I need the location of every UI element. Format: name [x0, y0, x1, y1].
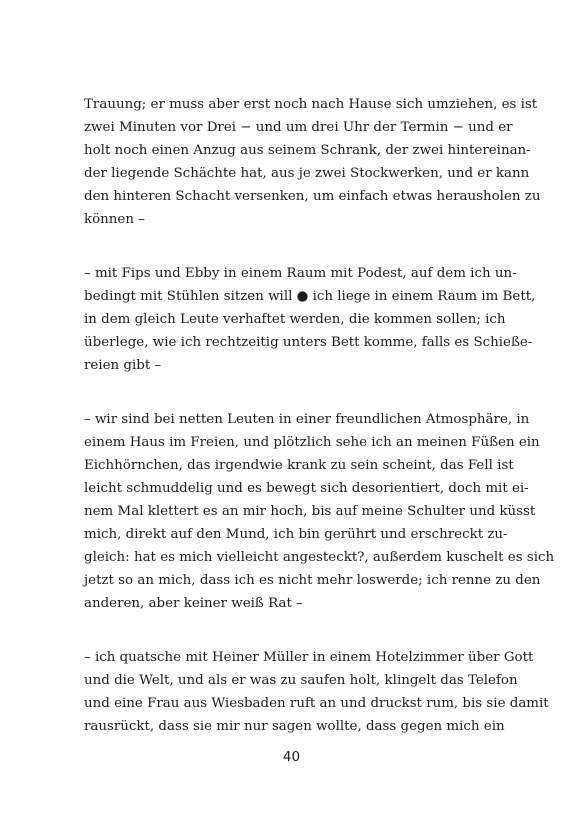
- text-line: mich, direkt auf den Mund, ich bin gerührt und erschreckt zu-: [84, 527, 508, 542]
- text-line: jetzt so an mich, dass ich es nicht mehr loswerde; ich renne zu den: [84, 573, 541, 588]
- text-line: Eichhörnchen, das irgendwie krank zu sein scheint, das Fell ist: [84, 458, 514, 473]
- text-line: und die Welt, und als er was zu saufen holt, klingelt das Telefon: [84, 673, 518, 688]
- text-line: bedingt mit Stühlen sitzen will ● ich liege in einem Raum im Bett,: [84, 289, 536, 304]
- page-number: 40: [282, 749, 301, 765]
- text-line: Trauung; er muss aber erst noch nach Hause sich umziehen, es ist: [84, 97, 538, 112]
- text-line: und eine Frau aus Wiesbaden ruft an und druckst rum, bis sie damit: [84, 696, 549, 711]
- text-line: leicht schmuddelig und es bewegt sich desorientiert, doch mit ei-: [84, 481, 529, 496]
- text-line: in dem gleich Leute verhaftet werden, die kommen sollen; ich: [84, 312, 506, 327]
- text-line: holt noch einen Anzug aus seinem Schrank, der zwei hintereinan-: [84, 143, 531, 158]
- text-line: gleich: hat es mich vielleicht angesteckt?, außerdem kuschelt es sich: [84, 550, 555, 565]
- text-line: überlege, wie ich rechtzeitig unters Bett komme, falls es Schieße-: [84, 335, 533, 350]
- text-line: – wir sind bei netten Leuten in einer freundlichen Atmosphäre, in: [84, 412, 530, 427]
- text-line: nem Mal klettert es an mir hoch, bis auf meine Schulter und küsst: [84, 504, 536, 519]
- text-line: zwei Minuten vor Drei − und um drei Uhr der Termin − und er: [84, 120, 513, 135]
- text-line: – mit Fips und Ebby in einem Raum mit Podest, auf dem ich un-: [84, 266, 517, 281]
- text-line: – ich quatsche mit Heiner Müller in einem Hotelzimmer über Gott: [84, 650, 534, 665]
- text-line: der liegende Schächte hat, aus je zwei Stockwerken, und er kann: [84, 166, 530, 181]
- text-line: anderen, aber keiner weiß Rat –: [84, 596, 303, 611]
- text-line: können –: [84, 212, 145, 227]
- text-line: rausrückt, dass sie mir nur sagen wollte, dass gegen mich ein: [84, 719, 505, 734]
- text-line: einem Haus im Freien, und plötzlich sehe ich an meinen Füßen ein: [84, 435, 540, 450]
- text-line: reien gibt –: [84, 358, 162, 373]
- text-line: den hinteren Schacht versenken, um einfach etwas herausholen zu: [84, 189, 541, 204]
